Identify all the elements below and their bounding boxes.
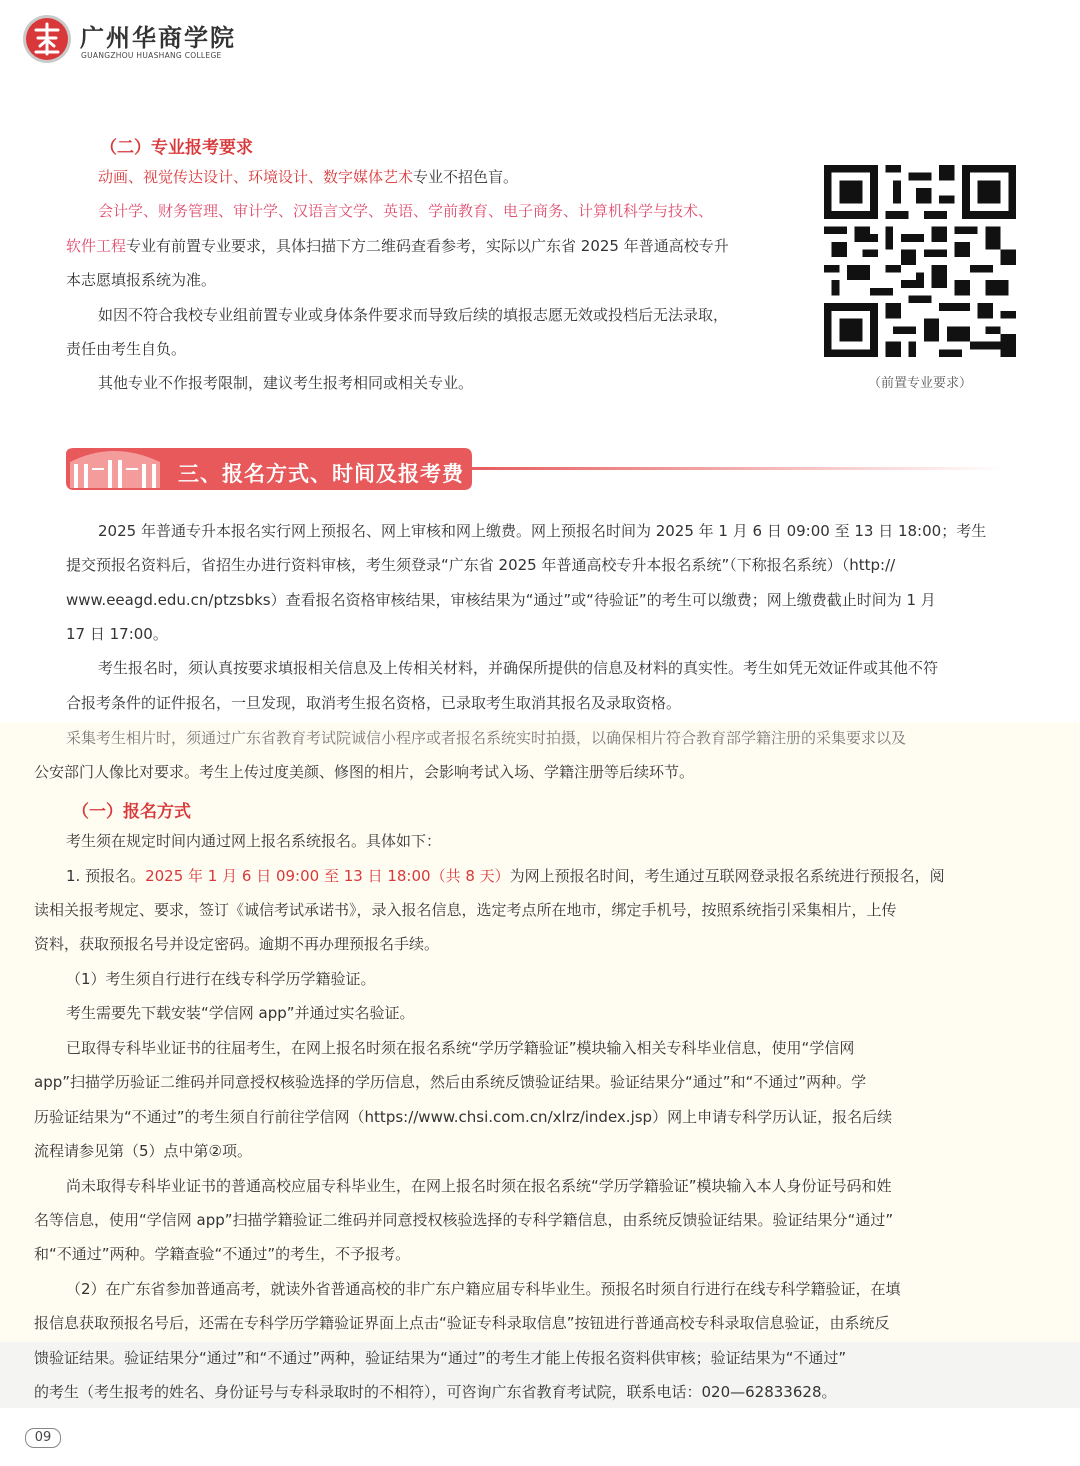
text-line: www.eeagd.edu.cn/ptzsbks）查看报名资格审核结果，审核结果为“通过”或“待验证”的考生可以缴费；网上缴费截止时间为 1 月	[66, 591, 936, 609]
text-segment: 专业不招色盲。	[413, 168, 519, 186]
college-seal-icon	[22, 14, 72, 64]
college-name-en: GUANGZHOU HUASHANG COLLEGE	[81, 51, 222, 60]
text-line: 读相关报考规定、要求，签订《诚信考试承诺书》，录入报名信息，选定考点所在地市，绑定手机号，按照系统指引采集相片，上传	[34, 901, 897, 919]
qr-caption: （前置专业要求）	[868, 376, 973, 391]
text-line: 采集考生相片时，须通过广东省教育考试院诚信小程序或者报名系统实时拍摄，以确保相片符合教育部学籍注册的采集要求以及	[66, 729, 907, 747]
text-line: app”扫描学历验证二维码并同意授权核验选择的学历信息，然后由系统反馈验证结果。验证结果分“通过”和“不通过”两种。学	[34, 1073, 867, 1091]
text-segment: 专业有前置专业要求，具体扫描下方二维码查看参考，实际以广东省 2025 年普通高校专升	[126, 237, 729, 255]
text-line: 其他专业不作报考限制，建议考生报考相同或相关专业。	[98, 374, 474, 392]
text-line: 责任由考生自负。	[66, 340, 187, 358]
text-line: 本志愿填报系统为准。	[66, 271, 217, 289]
college-name-cn: 广州华商学院	[80, 23, 236, 52]
text-segment: 1. 预报名。	[66, 867, 146, 885]
text-line: 提交预报名资料后，省招生办进行资料审核，考生须登录“广东省 2025 年普通高校专升本报名系统”（下称报名系统）（http://	[66, 556, 896, 574]
text-line: 馈验证结果。验证结果分“通过”和“不通过”两种，验证结果为“通过”的考生才能上传报名资料供审核；验证结果为“不通过”	[34, 1349, 847, 1367]
text-line: 如因不符合我校专业组前置专业或身体条件要求而导致后续的填报志愿无效或投档后无法录取，	[98, 306, 729, 324]
text-line	[98, 167, 518, 187]
highlight-majors: 动画、视觉传达设计、环境设计、数字媒体艺术	[98, 168, 414, 186]
page-number: 09	[25, 1428, 61, 1448]
text-line: （1）考生须自行进行在线专科学历学籍验证。	[66, 970, 376, 988]
campus-gate-icon	[70, 451, 160, 488]
text-line: 2025 年普通专升本报名实行网上预报名、网上审核和网上缴费。网上预报名时间为 2025 年 1 月 6 日 09:00 至 13 日 18:00；考生	[98, 522, 987, 540]
subsection-heading-registration: （一）报名方式	[72, 802, 191, 822]
text-line: 公安部门人像比对要求。考生上传过度美颜、修图的相片，会影响考试入场、学籍注册等后续环节。	[34, 763, 695, 781]
text-line: 流程请参见第（5）点中第②项。	[34, 1142, 252, 1160]
text-line: 和“不通过”两种。学籍查验“不通过”的考生，不予报考。	[34, 1245, 411, 1263]
text-line: 尚未取得专科毕业证书的普通高校应届专科毕业生，在网上报名时须在报名系统“学历学籍验证”模块输入本人身份证号码和姓	[66, 1177, 892, 1195]
text-segment: 为网上预报名时间，考生通过互联网登录报名系统进行预报名，阅	[509, 867, 945, 885]
highlight-majors: 软件工程	[66, 237, 127, 255]
text-line: 合报考条件的证件报名，一旦发现，取消考生报名资格，已录取考生取消其报名及录取资格。	[66, 694, 682, 712]
text-line: 名等信息，使用“学信网 app”扫描学籍验证二维码并同意授权核验选择的专科学籍信息，由系统反馈验证结果。验证结果分“通过”	[34, 1211, 894, 1229]
highlight-majors: 会计学、财务管理、审计学、汉语言文学、英语、学前教育、电子商务、计算机科学与技术、	[98, 202, 714, 220]
text-line: 的考生（考生报考的姓名、身份证号与专科录取时的不相符），可咨询广东省教育考试院，联系电话：020—62833628。	[34, 1383, 837, 1401]
section-banner-title: 三、报名方式、时间及报考费	[178, 462, 464, 486]
section-heading-major-requirements: （二）专业报考要求	[100, 138, 253, 158]
text-line: 资料，获取预报名号并设定密码。逾期不再办理预报名手续。	[34, 935, 440, 953]
text-line: 17 日 17:00。	[66, 625, 168, 643]
text-line: 考生需要先下载安装“学信网 app”并通过实名验证。	[66, 1004, 415, 1022]
text-line: 已取得专科毕业证书的往届考生，在网上报名时须在报名系统“学历学籍验证”模块输入相关专科毕业信息，使用“学信网	[66, 1039, 855, 1057]
text-line: 报信息获取预报名号后，还需在专科学历学籍验证界面上点击“验证专科录取信息”按钮进行普通高校专科录取信息验证，由系统反	[34, 1314, 890, 1332]
text-line	[66, 866, 945, 886]
text-line: 考生报名时，须认真按要求填报相关信息及上传相关材料，并确保所提供的信息及材料的真实性。考生如凭无效证件或其他不符	[98, 659, 939, 677]
text-line: 考生须在规定时间内通过网上报名系统报名。具体如下：	[66, 832, 442, 850]
text-line: （2）在广东省参加普通高考，就读外省普通高校的非广东户籍应届专科毕业生。预报名时须自行进行在线专科学籍验证，在填	[66, 1280, 901, 1298]
text-line: 历验证结果为“不通过”的考生须自行前往学信网（https://www.chsi.com.cn/xlrz/index.jsp）网上申请专科学历认证，报名后续	[34, 1108, 893, 1126]
qr-code-icon	[824, 165, 1016, 357]
highlight-date-range: 2025 年 1 月 6 日 09:00 至 13 日 18:00（共 8 天）	[145, 867, 510, 885]
text-line	[66, 236, 729, 256]
